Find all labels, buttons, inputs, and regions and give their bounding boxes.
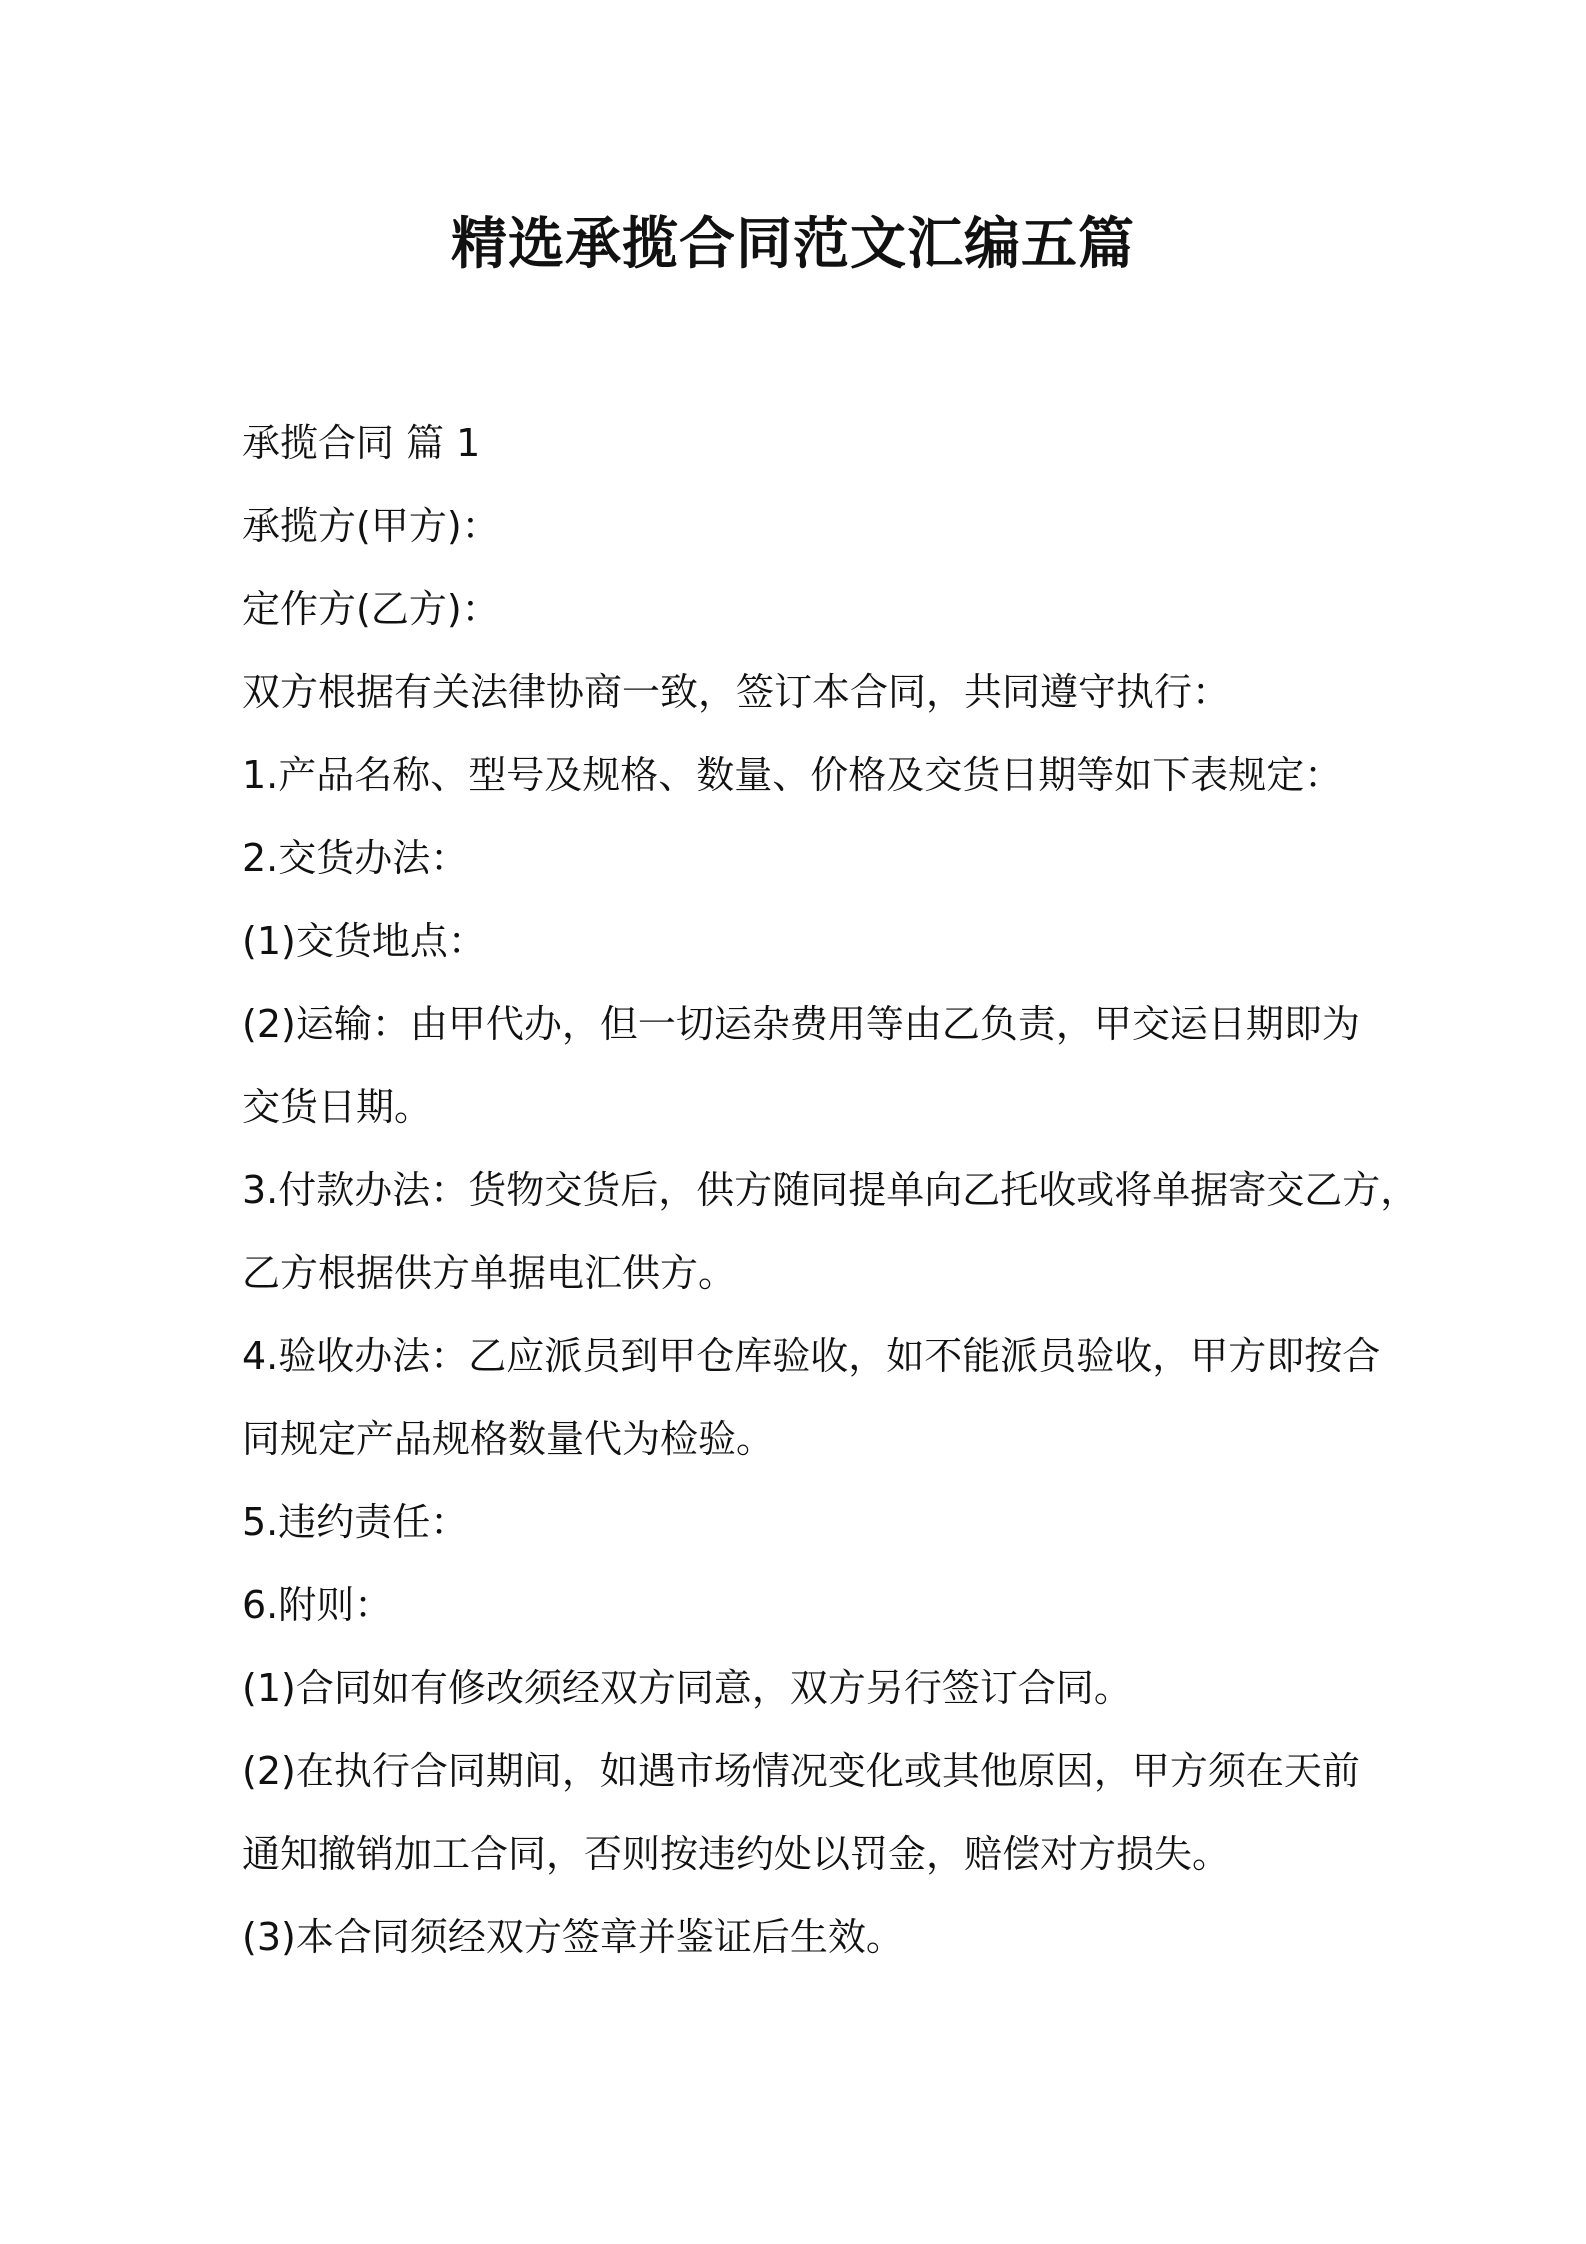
clause-line: (1)交货地点：	[242, 919, 486, 963]
clause-line: 同规定产品规格数量代为检验。	[242, 1417, 775, 1461]
clause-line: 5.违约责任：	[242, 1500, 469, 1544]
clause-line: (2)运输：由甲代办，但一切运杂费用等由乙负责，甲交运日期即为	[242, 1002, 1360, 1046]
clause-line: 6.附则：	[242, 1583, 393, 1627]
client-party-line: 定作方(乙方)：	[242, 587, 500, 631]
clause-line: (1)合同如有修改须经双方同意，双方另行签订合同。	[242, 1666, 1132, 1710]
clause-line: 2.交货办法：	[242, 836, 469, 880]
clause-line: 乙方根据供方单据电汇供方。	[242, 1251, 737, 1295]
clause-line: (2)在执行合同期间，如遇市场情况变化或其他原因，甲方须在天前	[242, 1749, 1360, 1793]
clause-line: (3)本合同须经双方签章并鉴证后生效。	[242, 1915, 904, 1959]
section-heading: 承揽合同 篇 1	[242, 421, 481, 465]
clause-line: 交货日期。	[242, 1085, 433, 1129]
document-title: 精选承揽合同范文汇编五篇	[451, 212, 1135, 277]
document-body	[242, 402, 1419, 1979]
clause-line: 3.付款办法：货物交货后，供方随同提单向乙托收或将单据寄交乙方，	[242, 1168, 1419, 1212]
clause-line: 通知撤销加工合同，否则按违约处以罚金，赔偿对方损失。	[242, 1832, 1231, 1876]
clause-line: 1.产品名称、型号及规格、数量、价格及交货日期等如下表规定：	[242, 753, 1343, 797]
clause-line: 4.验收办法：乙应派员到甲仓库验收，如不能派员验收，甲方即按合	[242, 1334, 1381, 1378]
contractor-party-line: 承揽方(甲方)：	[242, 504, 500, 548]
paragraph-line: 双方根据有关法律协商一致，签订本合同，共同遵守执行：	[242, 670, 1231, 714]
